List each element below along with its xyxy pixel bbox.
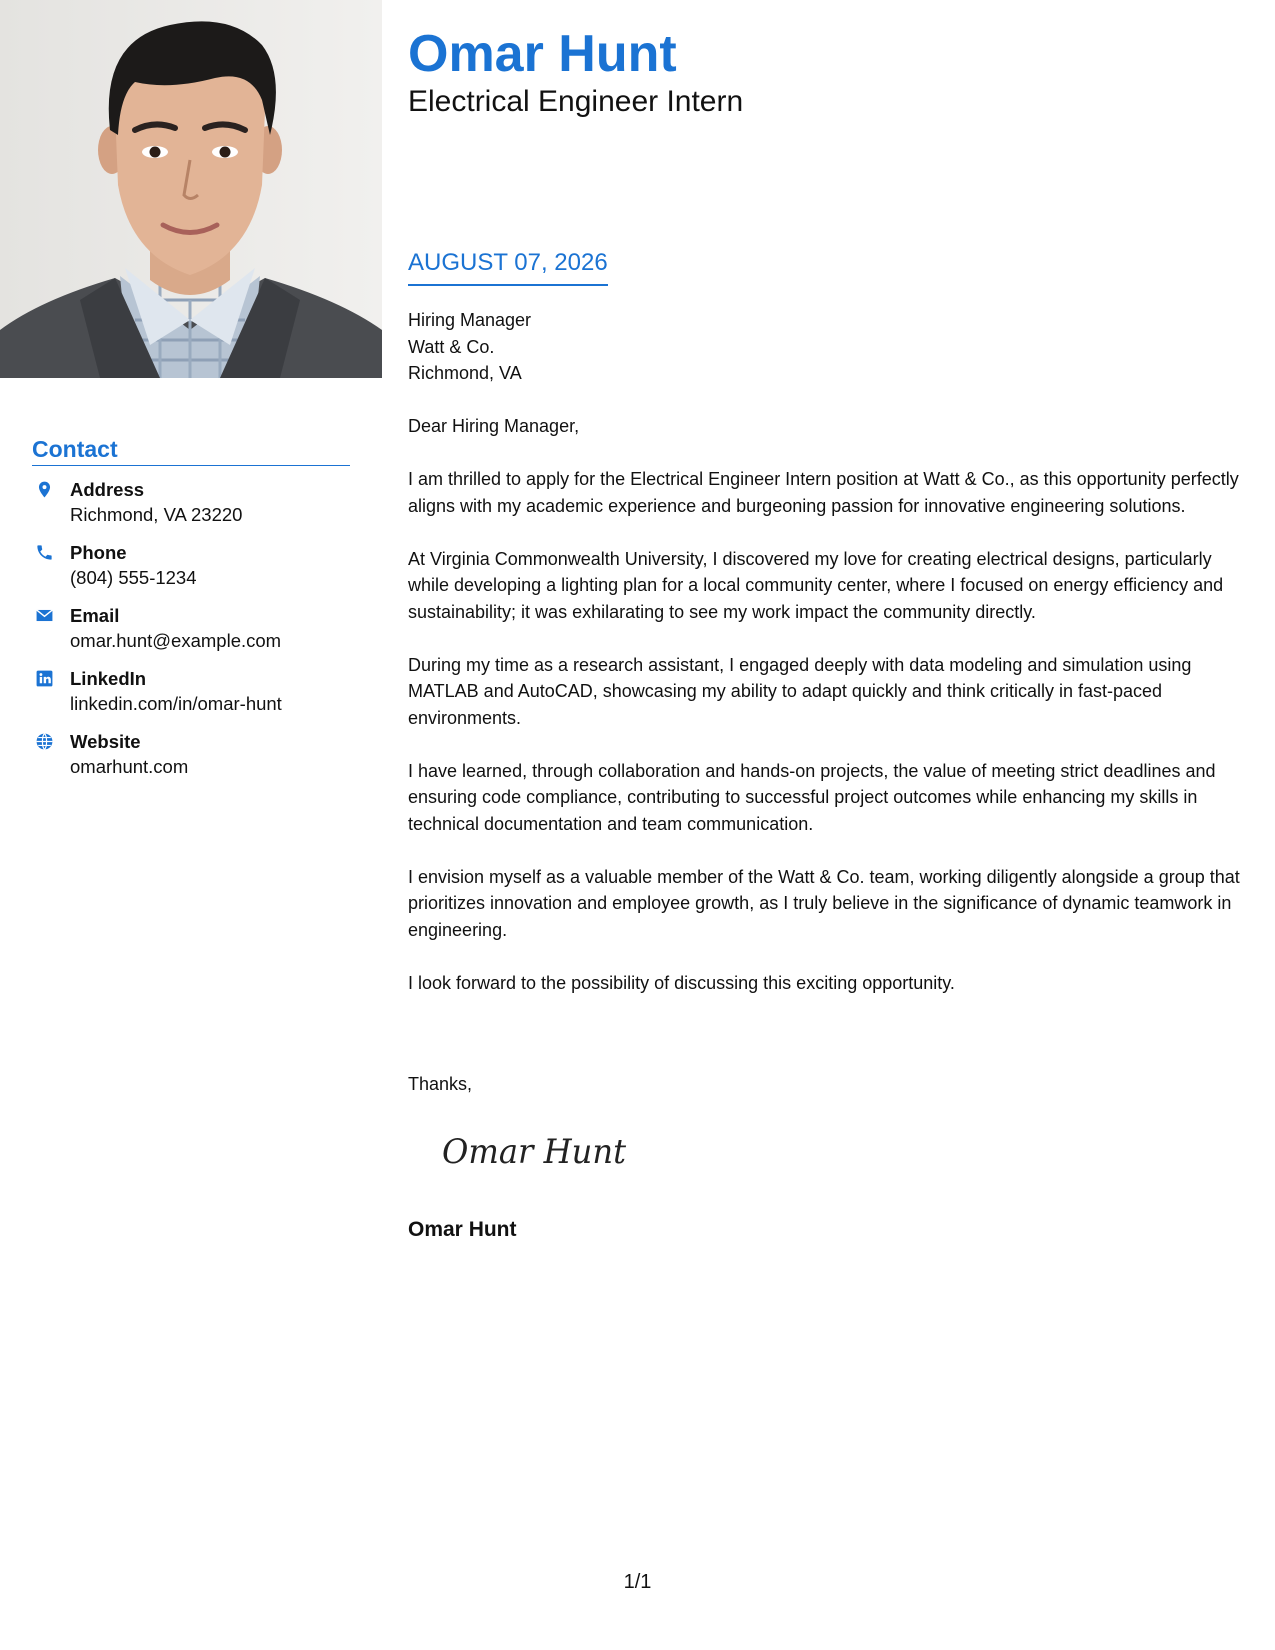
linkedin-icon xyxy=(35,669,54,688)
salutation: Dear Hiring Manager, xyxy=(408,416,580,436)
contact-value: (804) 555-1234 xyxy=(70,567,197,588)
applicant-name: Omar Hunt xyxy=(408,25,677,83)
contact-item-address xyxy=(32,477,350,540)
envelope-icon xyxy=(35,606,54,625)
contact-value: linkedin.com/in/omar-hunt xyxy=(70,693,282,714)
contact-label: Phone xyxy=(70,542,127,563)
recipient-line: Watt & Co. xyxy=(408,336,495,357)
letter-date: AUGUST 07, 2026 xyxy=(408,248,608,286)
body-paragraph: I am thrilled to apply for the Electrical Engineer Intern position at Watt & Co., as this opportunity perfectly aligns with my academic experience and burgeoning passion for innovative engineering solutions. xyxy=(408,469,1239,516)
body-paragraph: I look forward to the possibility of discussing this exciting opportunity. xyxy=(408,972,955,993)
recipient-line: Hiring Manager xyxy=(408,310,532,330)
recipient-block xyxy=(408,307,531,387)
portrait-illustration xyxy=(0,0,382,378)
contact-item-phone xyxy=(32,540,350,603)
contact-value: Richmond, VA 23220 xyxy=(70,504,243,525)
contact-label: Website xyxy=(70,731,141,752)
page-number: 1/1 xyxy=(623,1571,652,1593)
handwritten-signature xyxy=(438,1125,638,1175)
letter-body xyxy=(408,413,1253,1023)
body-paragraph: During my time as a research assistant, I engaged deeply with data modeling and simulation using MATLAB and AutoCAD, showcasing my ability to adapt quickly and think critically in fast-paced environments. xyxy=(408,654,1192,728)
phone-icon xyxy=(35,543,54,562)
contact-item-email xyxy=(32,603,350,666)
body-paragraph: I envision myself as a valuable member of the Watt & Co. team, working diligently alongside a group that prioritizes innovation and employee growth, as I truly believe in the significance of dynamic teamwork in engineering. xyxy=(408,866,1240,940)
contact-label: LinkedIn xyxy=(70,668,147,689)
contact-item-website xyxy=(32,729,350,792)
location-pin-icon xyxy=(35,480,54,499)
profile-photo xyxy=(0,0,382,378)
contact-list xyxy=(32,477,350,792)
contact-label: Email xyxy=(70,605,120,626)
contact-sidebar xyxy=(32,436,350,792)
recipient-line: Richmond, VA xyxy=(408,363,522,383)
contact-item-linkedin xyxy=(32,666,350,729)
body-paragraph: At Virginia Commonwealth University, I discovered my love for creating electrical designs, particularly while developing a lighting plan for a local community center, where I focused on energy efficiency and sustainability; it was exhilarating to see my work impact the community directly. xyxy=(408,548,1224,622)
svg-text:Omar Hunt: Omar Hunt xyxy=(442,1132,627,1172)
closing: Thanks, xyxy=(408,1074,473,1094)
contact-heading: Contact xyxy=(32,436,350,466)
signer-name: Omar Hunt xyxy=(408,1218,517,1241)
job-title: Electrical Engineer Intern xyxy=(408,85,744,118)
contact-label: Address xyxy=(70,479,145,500)
contact-value: omar.hunt@example.com xyxy=(70,630,282,651)
body-paragraph: I have learned, through collaboration and hands-on projects, the value of meeting strict deadlines and ensuring code compliance, contributing to successful project outcomes while enhancing my skills in technical documentation and team communication. xyxy=(408,760,1216,834)
contact-value: omarhunt.com xyxy=(70,756,189,777)
globe-icon xyxy=(35,732,54,751)
